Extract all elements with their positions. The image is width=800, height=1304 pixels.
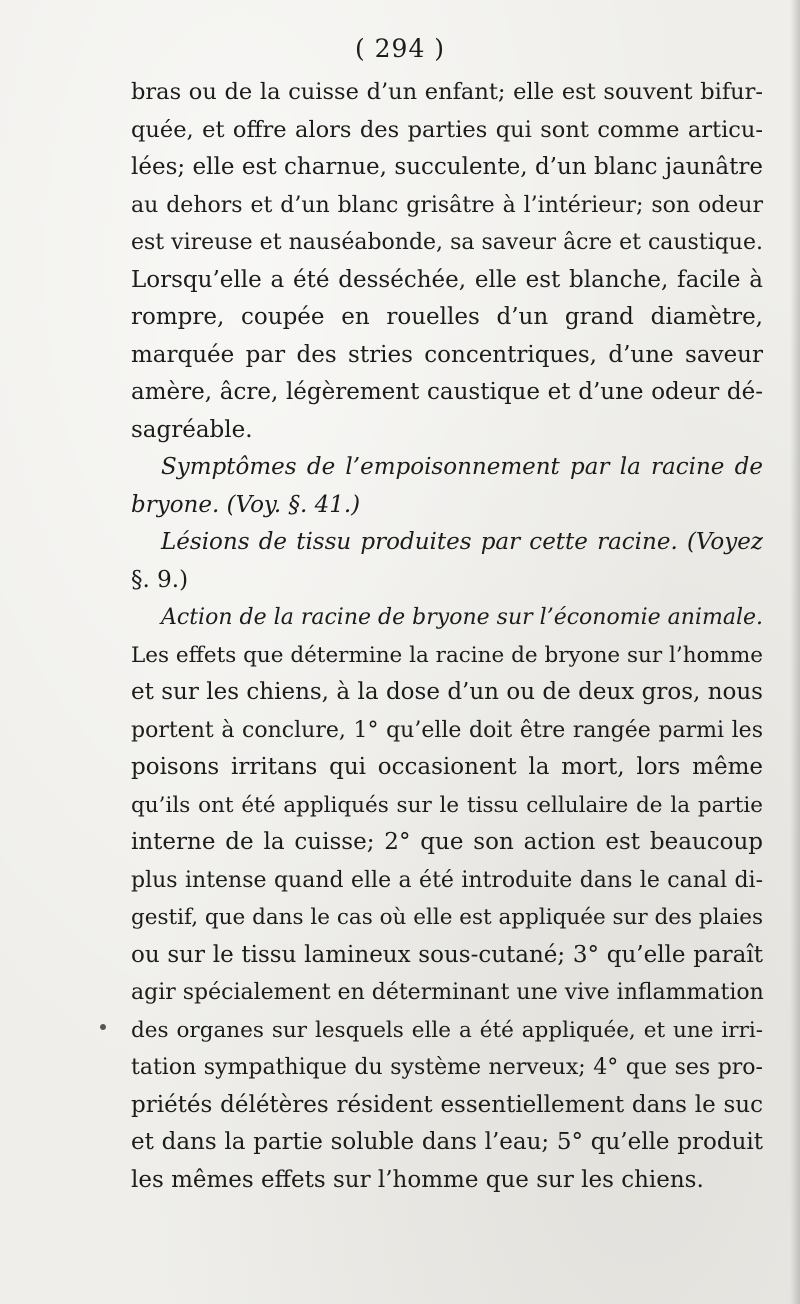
text-line: est vireuse et nauséabonde, sa saveur âcre et caustique. [131, 230, 763, 255]
text-line: sagréable. [131, 416, 253, 443]
text-line: Lorsqu’elle a été desséchée, elle est blanche, facile à [131, 266, 763, 293]
text-line: §. 9.) [131, 566, 189, 593]
text-line: plus intense quand elle a été introduite dans le canal di- [131, 867, 763, 893]
text-line: bryone. (Voy. §. 41.) [131, 491, 361, 518]
text-line: interne de la cuisse; 2° que son action est beaucoup [131, 829, 763, 855]
text-line: priétés délétères résident essentiellement dans le suc [131, 1091, 763, 1118]
text-line: lées; elle est charnue, succulente, d’un blanc jaunâtre [131, 154, 763, 180]
text-line: bras ou de la cuisse d’un enfant; elle est souvent bifur- [131, 79, 763, 105]
text-line: des organes sur lesquels elle a été appliquée, et une irri- [131, 1017, 763, 1043]
text-line: marquée par des stries concentriques, d’une saveur [131, 341, 763, 368]
body-text [131, 74, 763, 1199]
text-line: au dehors et d’un blanc grisâtre à l’intérieur; son odeur [131, 192, 763, 218]
text-line: Les effets que détermine la racine de bryone sur l’homme [131, 642, 763, 668]
text-line: ou sur le tissu lamineux sous-cutané; 3° qu’elle paraît [131, 941, 763, 968]
text-line: rompre, coupée en rouelles d’un grand diamètre, [131, 304, 763, 330]
page-edge-shadow [790, 0, 800, 1304]
text-line: les mêmes effets sur l’homme que sur les chiens. [131, 1166, 704, 1193]
text-line: gestif, que dans le cas où elle est appliquée sur des plaies [131, 905, 763, 930]
text-line: poisons irritans qui occasionent la mort, lors même [131, 754, 763, 780]
text-line: et dans la partie soluble dans l’eau; 5° qu’elle produit [131, 1129, 763, 1155]
text-line: et sur les chiens, à la dose d’un ou de deux gros, nous [131, 679, 763, 705]
text-line: portent à conclure, 1° qu’elle doit être rangée parmi les [131, 717, 763, 743]
text-line: Action de la racine de bryone sur l’économie animale. [161, 605, 763, 630]
text-line: tation sympathique du système nerveux; 4° que ses pro- [131, 1055, 763, 1080]
text-line: Lésions de tissu produites par cette racine. (Voyez [161, 529, 763, 555]
text-line: qu’ils ont été appliqués sur le tissu cellulaire de la partie [131, 792, 763, 818]
text-line: Symptômes de l’empoisonnement par la racine de [161, 454, 763, 480]
text-line: quée, et offre alors des parties qui sont comme articu- [131, 116, 763, 143]
text-line: amère, âcre, légèrement caustique et d’une odeur dé- [131, 379, 763, 405]
margin-ink-dot [100, 1024, 106, 1030]
page-number: ( 294 ) [354, 34, 446, 63]
text-line: agir spécialement en déterminant une vive inflammation [131, 980, 764, 1005]
